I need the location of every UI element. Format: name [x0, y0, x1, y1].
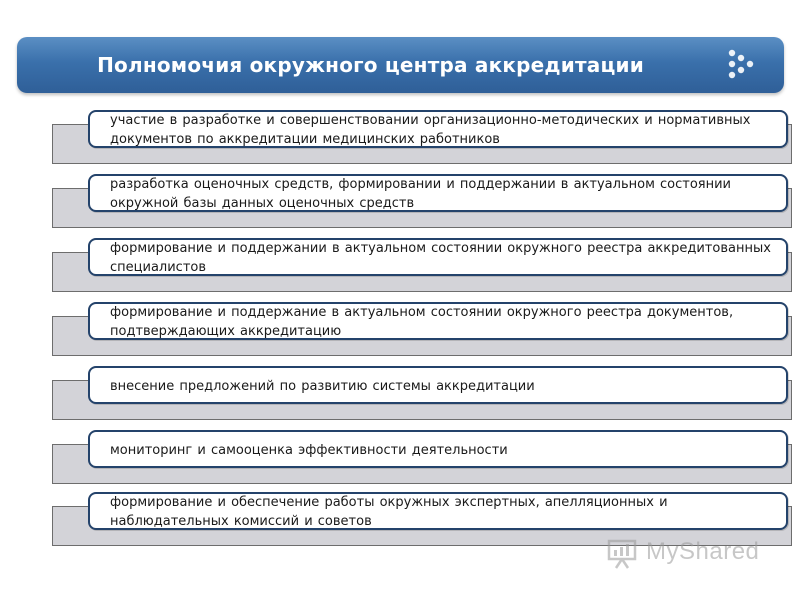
- item-box: [88, 110, 788, 148]
- list-item: [52, 110, 792, 164]
- item-box: [88, 302, 788, 340]
- dots-icon: [722, 47, 758, 83]
- item-box: [88, 430, 788, 468]
- item-text: формирование и поддержание в актуальном состоянии окружного реестра документов, подтверждающих аккредитацию: [110, 305, 734, 339]
- item-text: разработка оценочных средств, формировании и поддержании в актуальном состоянии окружной базы данных оценочных средств: [110, 177, 732, 211]
- list-item: [52, 174, 792, 228]
- page-title: Полномочия окружного центра аккредитации: [97, 53, 644, 77]
- item-text: формирование и поддержании в актуальном состоянии окружного реестра аккредитованных специалистов: [110, 241, 771, 275]
- watermark-text: MyShared: [646, 538, 760, 565]
- list-item: [52, 430, 792, 484]
- item-box: [88, 174, 788, 212]
- presentation-icon: [606, 538, 640, 570]
- item-text: формирование и обеспечение работы окружных экспертных, апелляционных и наблюдательных комиссий и советов: [110, 495, 668, 529]
- item-box: [88, 238, 788, 276]
- list-item: [52, 238, 792, 292]
- item-box: [88, 366, 788, 404]
- item-text: внесение предложений по развитию системы аккредитации: [110, 378, 535, 394]
- item-box: [88, 492, 788, 530]
- title-banner: [17, 37, 784, 93]
- item-text: участие в разработке и совершенствовании организационно-методических и нормативных документов по аккредитации медицинских работников: [110, 113, 751, 147]
- watermark: [606, 536, 776, 572]
- list-item: [52, 366, 792, 420]
- item-text: мониторинг и самооценка эффективности деятельности: [110, 442, 508, 458]
- list-item: [52, 302, 792, 356]
